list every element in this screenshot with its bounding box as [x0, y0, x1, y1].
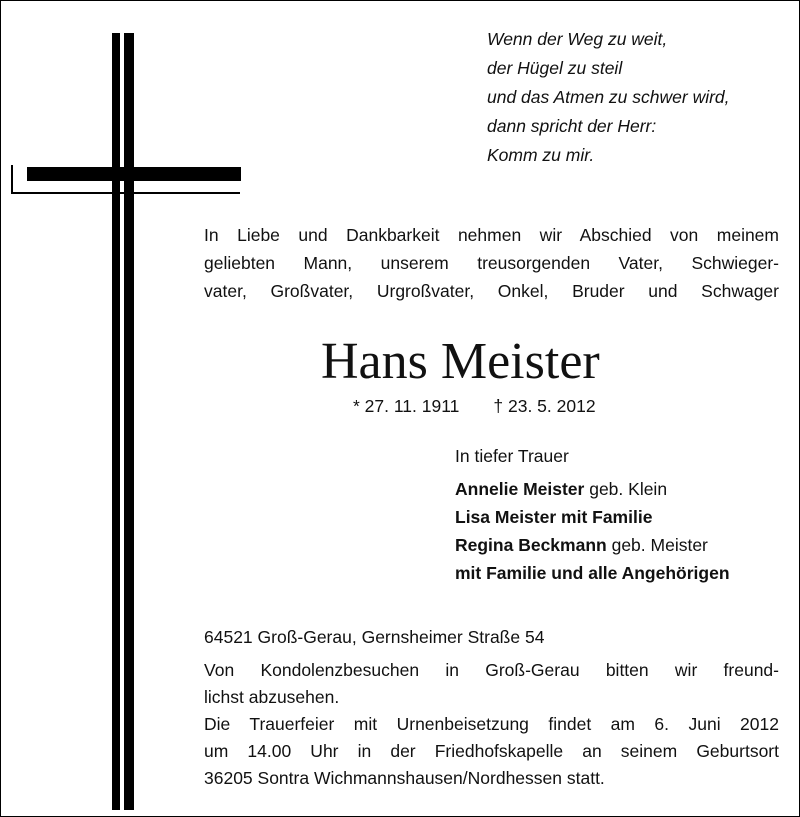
address: 64521 Groß-Gerau, Gernsheimer Straße 54: [204, 627, 545, 647]
intro-text: [204, 221, 779, 305]
cross-frame-vertical-line: [11, 165, 13, 194]
mourner-name: Annelie Meister: [455, 479, 585, 499]
intro-line: geliebten Mann, unserem treusorgenden Vater, Schwieger-: [204, 253, 779, 273]
mourning-intro: In tiefer Trauer: [455, 446, 569, 466]
mourner-name: Lisa Meister mit Familie: [455, 507, 653, 527]
mourner-entry: [455, 503, 730, 531]
poem-line: und das Atmen zu schwer wird,: [487, 87, 730, 107]
cross-horizontal-bar: [27, 167, 241, 181]
mourner-name: mit Familie und alle Angehörigen: [455, 563, 730, 583]
mourner-entry: [455, 475, 730, 503]
poem-line: der Hügel zu steil: [487, 58, 623, 78]
death-date: † 23. 5. 2012: [493, 396, 596, 416]
intro-line: In Liebe und Dankbarkeit nehmen wir Abschied von meinem: [204, 225, 779, 245]
mourner-note: geb. Klein: [584, 479, 668, 499]
mourner-entry: [455, 531, 730, 559]
intro-line: vater, Großvater, Urgroßvater, Onkel, Bruder und Schwager: [204, 281, 779, 301]
mourner-note: geb. Meister: [606, 535, 708, 555]
notes-line: 36205 Sontra Wichmannshausen/Nordhessen statt.: [204, 768, 605, 788]
cross-vertical-bar-right: [124, 33, 134, 810]
cross-vertical-bar-left: [112, 33, 120, 810]
poem-line: dann spricht der Herr:: [487, 116, 657, 136]
mourner-entry: [455, 559, 730, 587]
mourner-name: Regina Beckmann: [455, 535, 607, 555]
notes-line: um 14.00 Uhr in der Friedhofskapelle an seinem Geburtsort: [204, 741, 779, 761]
poem: [487, 25, 730, 170]
notes-line: lichst abzusehen.: [204, 687, 340, 707]
poem-line: Komm zu mir.: [487, 145, 595, 165]
birth-date: * 27. 11. 1911: [353, 396, 460, 416]
mourners-block: [455, 442, 730, 587]
funeral-notes: [204, 657, 779, 792]
life-dates: [353, 393, 596, 419]
notes-line: Die Trauerfeier mit Urnenbeisetzung findet am 6. Juni 2012: [204, 714, 779, 734]
poem-line: Wenn der Weg zu weit,: [487, 29, 668, 49]
cross-frame-horizontal-line: [11, 192, 240, 194]
notes-line: Von Kondolenzbesuchen in Groß-Gerau bitten wir freund-: [204, 660, 779, 680]
deceased-name: Hans Meister: [321, 333, 600, 390]
